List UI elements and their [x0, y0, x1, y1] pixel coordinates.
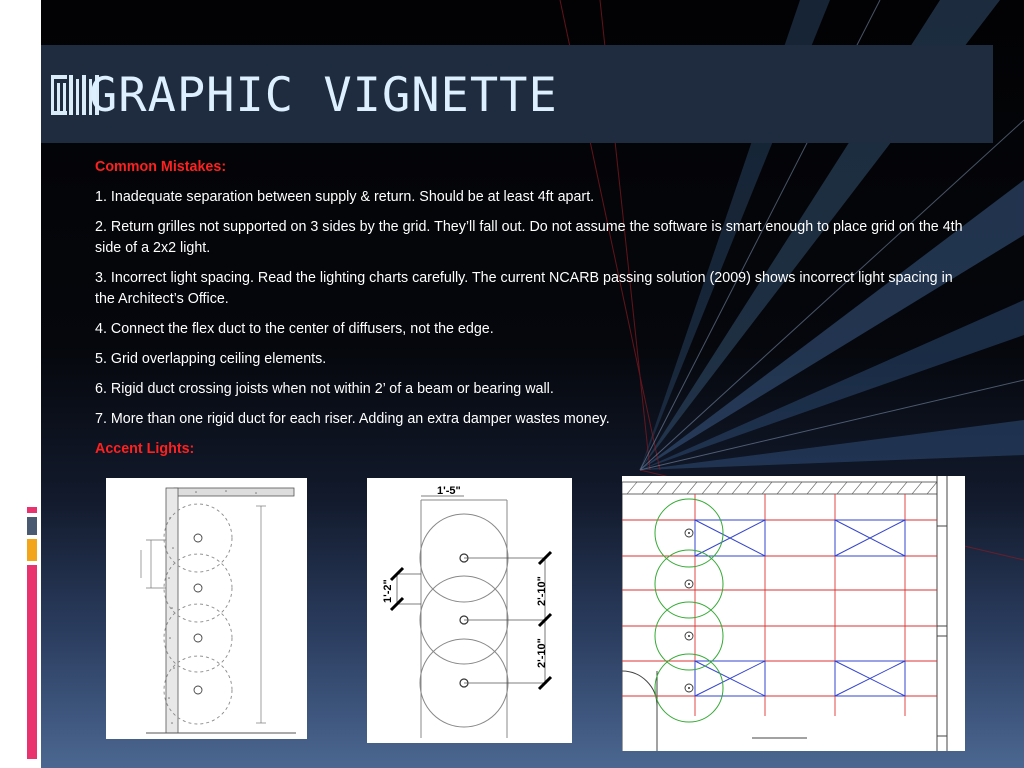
title-bar	[41, 45, 993, 143]
dim-label-right-upper: 2'-10"	[536, 576, 548, 606]
mistake-item-2: 2. Return grilles not supported on 3 sides by the grid. They’ll fall out. Do not assume the software is smart enough to place grid on the 4th side of a 2x2 light.	[95, 219, 963, 256]
slide-title: GRAPHIC VIGNETTE	[89, 68, 558, 123]
mistake-item-5: 5. Grid overlapping ceiling elements.	[95, 351, 327, 367]
common-mistakes-heading: Common Mistakes:	[95, 159, 227, 175]
ceiling-grid-plan-drawing	[622, 476, 965, 751]
dim-label-left: 1'-2"	[382, 579, 394, 603]
dim-label-right-lower: 2'-10"	[536, 638, 548, 668]
accent-light-wall-section-drawing	[106, 478, 307, 739]
accent-lights-heading: Accent Lights:	[95, 441, 195, 457]
mistake-item-4: 4. Connect the flex duct to the center of diffusers, not the edge.	[95, 321, 494, 337]
slide-body	[95, 157, 975, 469]
mistake-item-7: 7. More than one rigid duct for each riser. Adding an extra damper wastes money.	[95, 411, 610, 427]
mistake-item-3: 3. Incorrect light spacing. Read the lighting charts carefully. The current NCARB passing solution (2009) shows incorrect light spacing in the Architect’s Office.	[95, 270, 953, 307]
accent-light-spacing-drawing	[367, 478, 572, 743]
side-color-accent	[27, 507, 37, 759]
dim-label-top: 1'-5"	[437, 485, 461, 497]
mistake-item-6: 6. Rigid duct crossing joists when not within 2’ of a beam or bearing wall.	[95, 381, 554, 397]
mistake-item-1: 1. Inadequate separation between supply & return. Should be at least 4ft apart.	[95, 189, 595, 205]
